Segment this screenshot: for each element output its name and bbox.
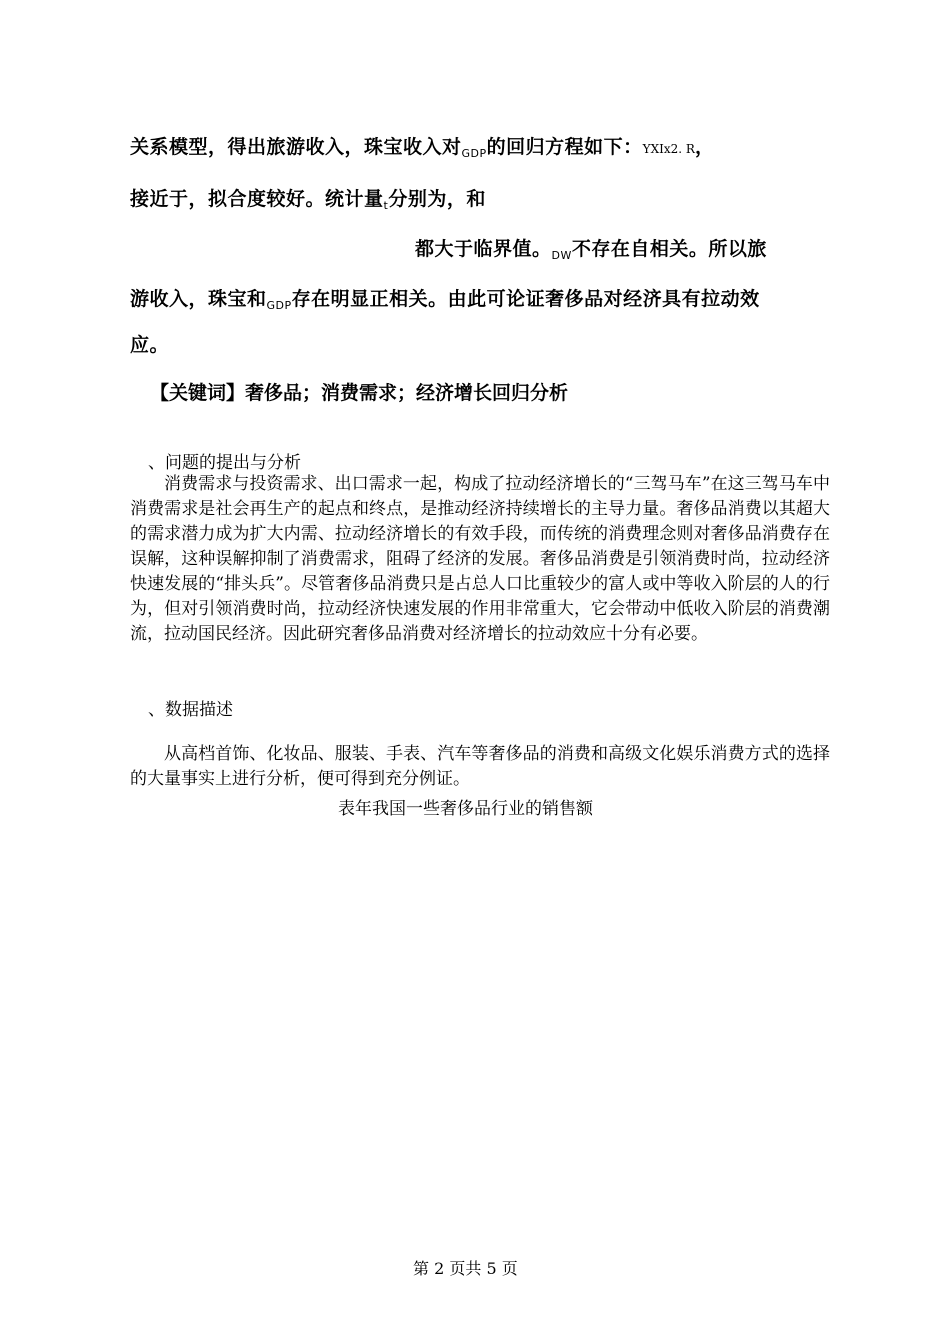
abstract-text: 关系模型，得出旅游收入，珠宝收入对 (130, 136, 462, 158)
abstract-text: 存在明显正相关。由此可论证奢侈品对经济具有拉动效 (291, 288, 760, 310)
section-heading-problem: 、问题的提出与分析 (148, 453, 301, 473)
gdp-term: GDP (266, 299, 292, 312)
abstract-text: 不存在自相关。所以旅 (571, 238, 767, 260)
abstract-line-2 (130, 184, 486, 211)
abstract-line-1 (130, 132, 714, 159)
abstract-text: 接近于，拟合度较好。统计量 (130, 188, 384, 210)
page-footer: 第 2 页共 5 页 (413, 1259, 518, 1278)
keywords: 【关键词】奢侈品；消费需求；经济增长回归分析 (150, 382, 569, 404)
abstract-line-5: 应。 (130, 334, 170, 356)
abstract-text: 分别为，和 (388, 188, 486, 210)
dw-statistic: DW (551, 249, 572, 262)
abstract-text: 游收入，珠宝和 (130, 288, 267, 310)
abstract-text: 都大于临界值。 (415, 238, 552, 260)
t-statistic: t (383, 199, 389, 212)
abstract-text: ， (694, 136, 715, 158)
gdp-term: GDP (461, 147, 487, 160)
regression-formula: YXIx2. R (642, 142, 695, 156)
section-body-problem: 消费需求与投资需求、出口需求一起，构成了拉动经济增长的“三驾马车”在这三驾马车中消费需求是社会再生产的起点和终点，是推动经济持续增长的主导力量。奢侈品消费以其超大的需求潜力成为扩大内需、拉动经济增长的有效手段，而传统的消费理念则对奢侈品消费存在误解，这种误解抑制了消费需求，阻碍了经济的发展。奢侈品消费是引领消费时尚，拉动经济快速发展的“排头兵”。尽管奢侈品消费只是占总人口比重较少的富人或中等收入阶层的人的行为，但对引领消费时尚，拉动经济快速发展的作用非常重大，它会带动中低收入阶层的消费潮流，拉动国民经济。因此研究奢侈品消费对经济增长的拉动效应十分有必要。 (130, 474, 830, 644)
abstract-line-4 (130, 284, 760, 311)
section-heading-data: 、数据描述 (148, 700, 233, 720)
table-caption: 表年我国一些奢侈品行业的销售额 (338, 799, 593, 819)
abstract-text: 的回归方程如下： (486, 136, 643, 158)
abstract-line-3 (415, 234, 767, 261)
section-body-data: 从高档首饰、化妆品、服装、手表、汽车等奢侈品的消费和高级文化娱乐消费方式的选择的大量事实上进行分析，便可得到充分例证。 (130, 744, 830, 789)
